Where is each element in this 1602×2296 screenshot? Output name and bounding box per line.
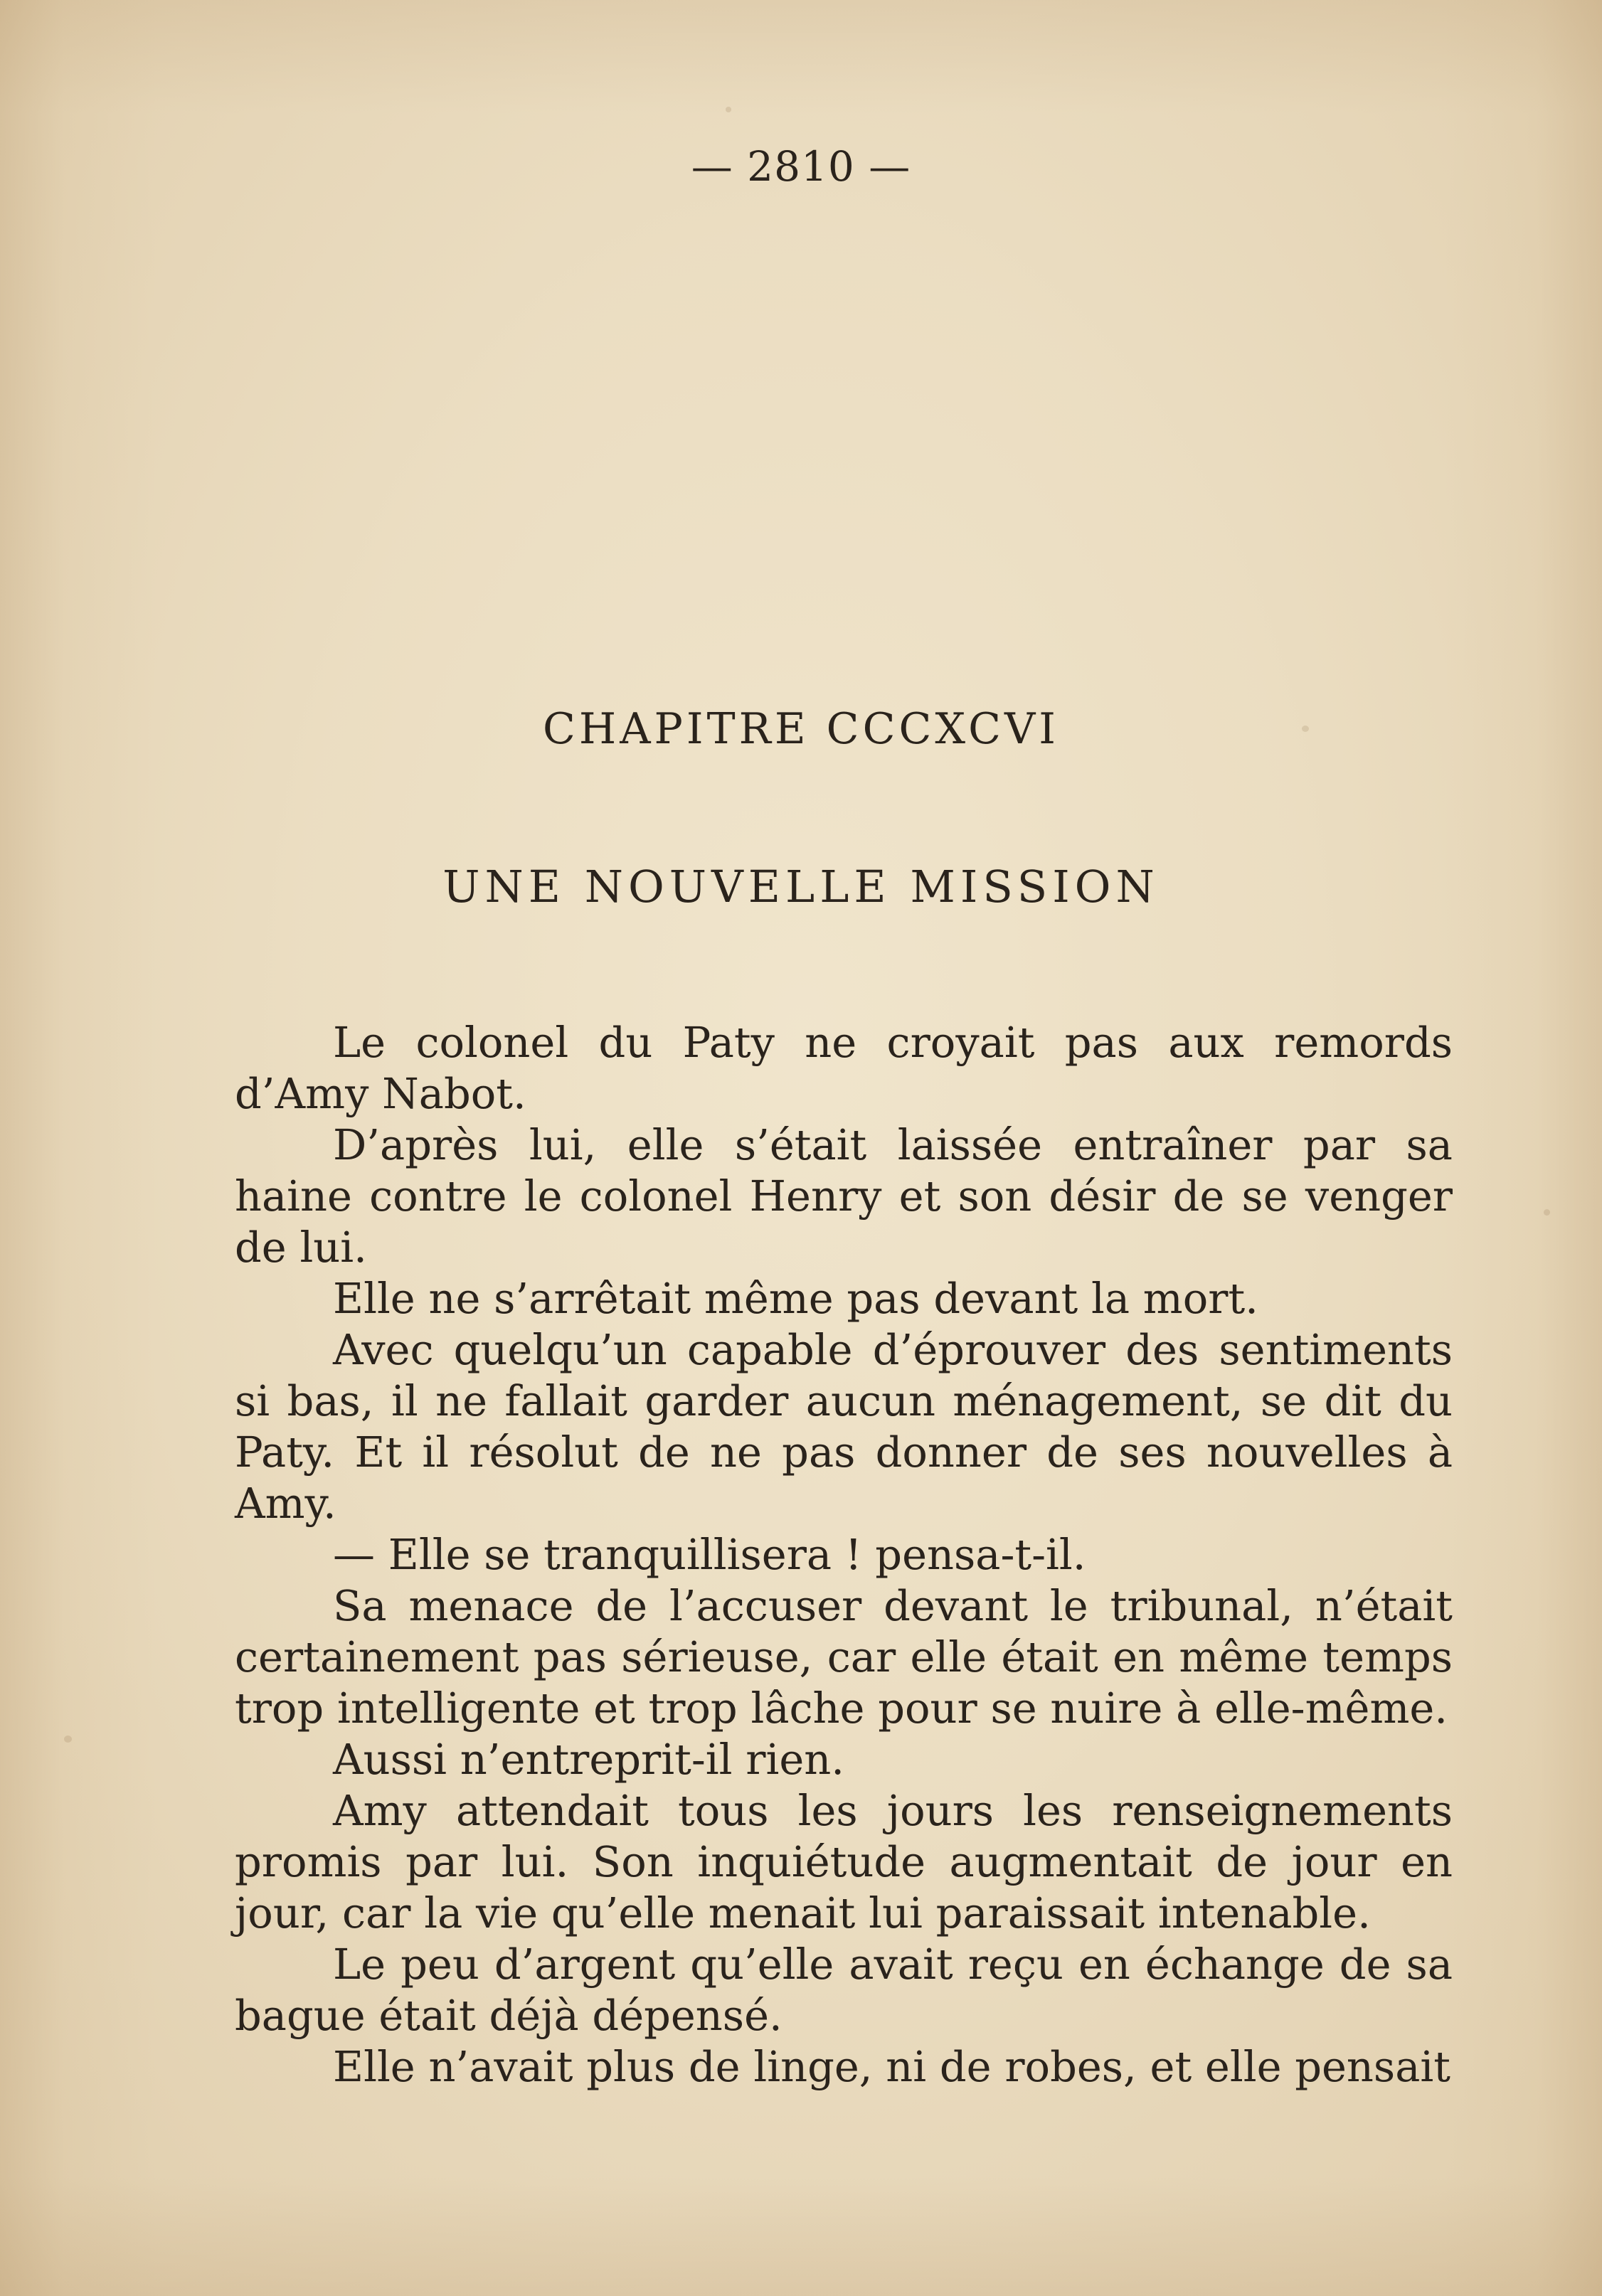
- paragraph: Aussi n’entreprit-il rien.: [333, 1735, 845, 1784]
- body-text: [235, 1017, 1453, 2093]
- paragraph: Amy attendait tous les jours les renseignements promis par lui. Son inquiétude augmentait de jour en jour, car la vie qu’elle menait lui paraissait intenable.: [235, 1786, 1453, 1938]
- paragraph: Le peu d’argent qu’elle avait reçu en échange de sa bague était déjà dépensé.: [235, 1940, 1453, 2040]
- paragraph: Le colonel du Paty ne croyait pas aux remords d’Amy Nabot.: [235, 1018, 1453, 1118]
- paragraph: Avec quelqu’un capable d’éprouver des sentiments si bas, il ne fallait garder aucun ménagement, se dit du Paty. Et il résolut de ne pas donner de ses nouvelles à Amy.: [235, 1325, 1453, 1528]
- paragraph: Elle n’avait plus de linge, ni de robes, et elle pensait: [333, 2042, 1450, 2091]
- foxing-spot: [64, 1736, 72, 1743]
- foxing-spot: [1544, 1209, 1550, 1216]
- page-number: — 2810 —: [691, 142, 911, 191]
- foxing-spot: [726, 107, 731, 112]
- chapter-title: UNE NOUVELLE MISSION: [442, 861, 1160, 913]
- paragraph: Sa menace de l’accuser devant le tribunal, n’était certainement pas sérieuse, car elle était en même temps trop intelligente et trop lâche pour se nuire à elle-même.: [235, 1581, 1453, 1733]
- paragraph: Elle ne s’arrêtait même pas devant la mort.: [333, 1274, 1258, 1323]
- paragraph: D’après lui, elle s’était laissée entraîner par sa haine contre le colonel Henry et son désir de se venger de lui.: [235, 1120, 1453, 1272]
- paragraph: — Elle se tranquillisera ! pensa-t-il.: [333, 1530, 1086, 1579]
- chapter-heading: CHAPITRE CCCXCVI: [542, 704, 1060, 754]
